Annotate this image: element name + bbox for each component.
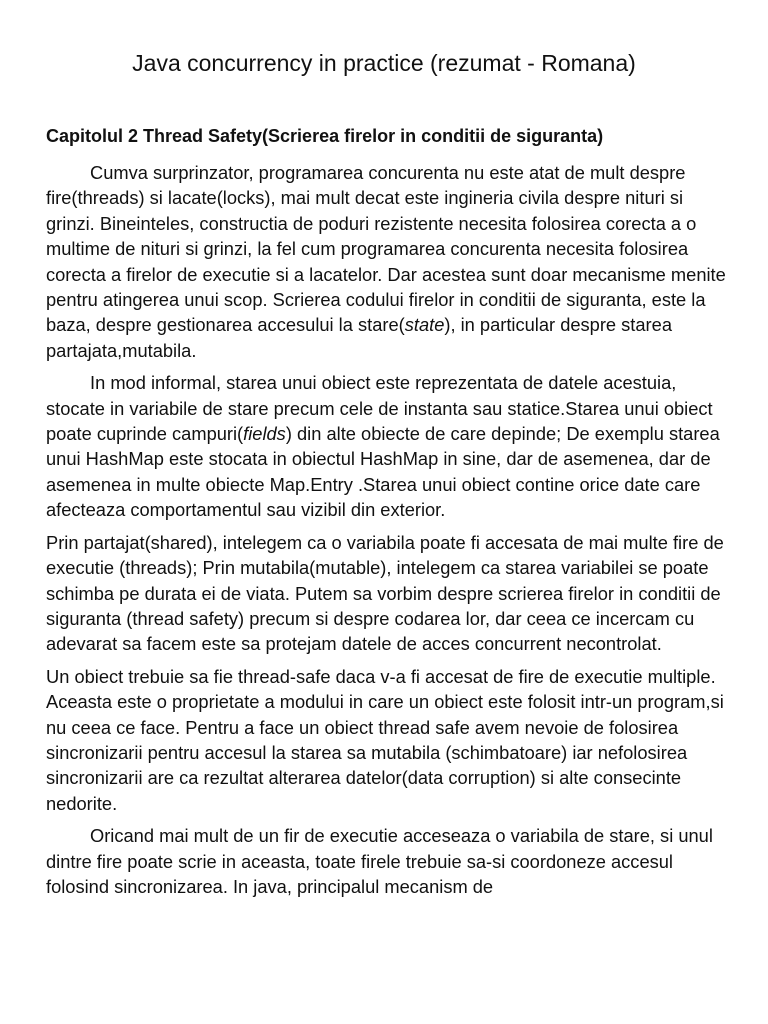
paragraph-3 <box>46 530 736 657</box>
document-title: Java concurrency in practice (rezumat - Romana) <box>132 50 636 76</box>
paragraph-text: ), in particular despre starea partajata,mutabila. <box>46 314 672 361</box>
chapter-heading: Capitolul 2 Thread Safety(Scrierea firelor in conditii de siguranta) <box>46 126 604 146</box>
paragraph-2 <box>46 370 736 522</box>
paragraph-text: Oricand mai mult de un fir de executie acceseaza o variabila de stare, si unul dintre fire poate scrie in aceasta, toate firele trebuie sa-si coordoneze accesul folosind sincronizarea. In java, principalul mecanism de <box>46 825 713 897</box>
italic-term: state <box>404 314 445 336</box>
paragraph-text: Un obiect trebuie sa fie thread-safe daca v-a fi accesat de fire de executie multiple. Aceasta este o proprietate a modului in care un obiect este folosit intr-un program,si nu ceea ce face. Pentru a face un obiect thread safe avem nevoie de folosirea sincronizarii pentru accesul la starea sa mutabila (schimbatoare) iar nefolosirea sincronizarii are ca rezultat alterarea datelor(data corruption) si alte consecinte nedorite. <box>46 665 724 814</box>
paragraph-text: ) din alte obiecte de care depinde; De exemplu starea unui HashMap este stocata in obiectul HashMap in sine, dar de asemenea, dar de asemenea in multe obiecte Map.Entry .Starea unui obiect contine orice date care afecteaza comportamentul sau vizibil din exterior. <box>46 423 720 521</box>
paragraph-4 <box>46 664 736 816</box>
italic-term: fields <box>243 423 286 445</box>
paragraph-text: Prin partajat(shared), intelegem ca o variabila poate fi accesata de mai multe fire de executie (threads); Prin mutabila(mutable), intelegem ca starea variabilei se poate schimba pe durata ei de viata. Putem sa vorbim despre scrierea firelor in conditii de siguranta (thread safety) precum si despre codarea lor, dar ceea ce incercam cu adevarat sa facem este sa protejam datele de acces concurrent necontrolat. <box>46 531 724 655</box>
paragraph-text: In mod informal, starea unui obiect este reprezentata de datele acestuia, stocate in variabile de stare precum cele de instanta sau statice.Starea unui obiect poate cuprinde campuri( <box>46 372 713 445</box>
document-body <box>46 160 736 906</box>
paragraph-5 <box>46 823 736 899</box>
paragraph-text: Cumva surprinzator, programarea concurenta nu este atat de mult despre fire(threads) si lacate(locks), mai mult decat este ingineria civila despre nituri si grinzi. Bineinteles, constructia de poduri rezistente necesita folosirea corecta a o multime de nituri si grinzi, la fel cum programarea concurenta necesita folosirea corecta a firelor de executie si a lacatelor. Dar acestea sunt doar mecanisme menite pentru atingerea unui scop. Scrierea codului firelor in conditii de siguranta, este la baza, despre gestionarea accesului la stare( <box>46 162 726 336</box>
paragraph-1 <box>46 160 736 363</box>
